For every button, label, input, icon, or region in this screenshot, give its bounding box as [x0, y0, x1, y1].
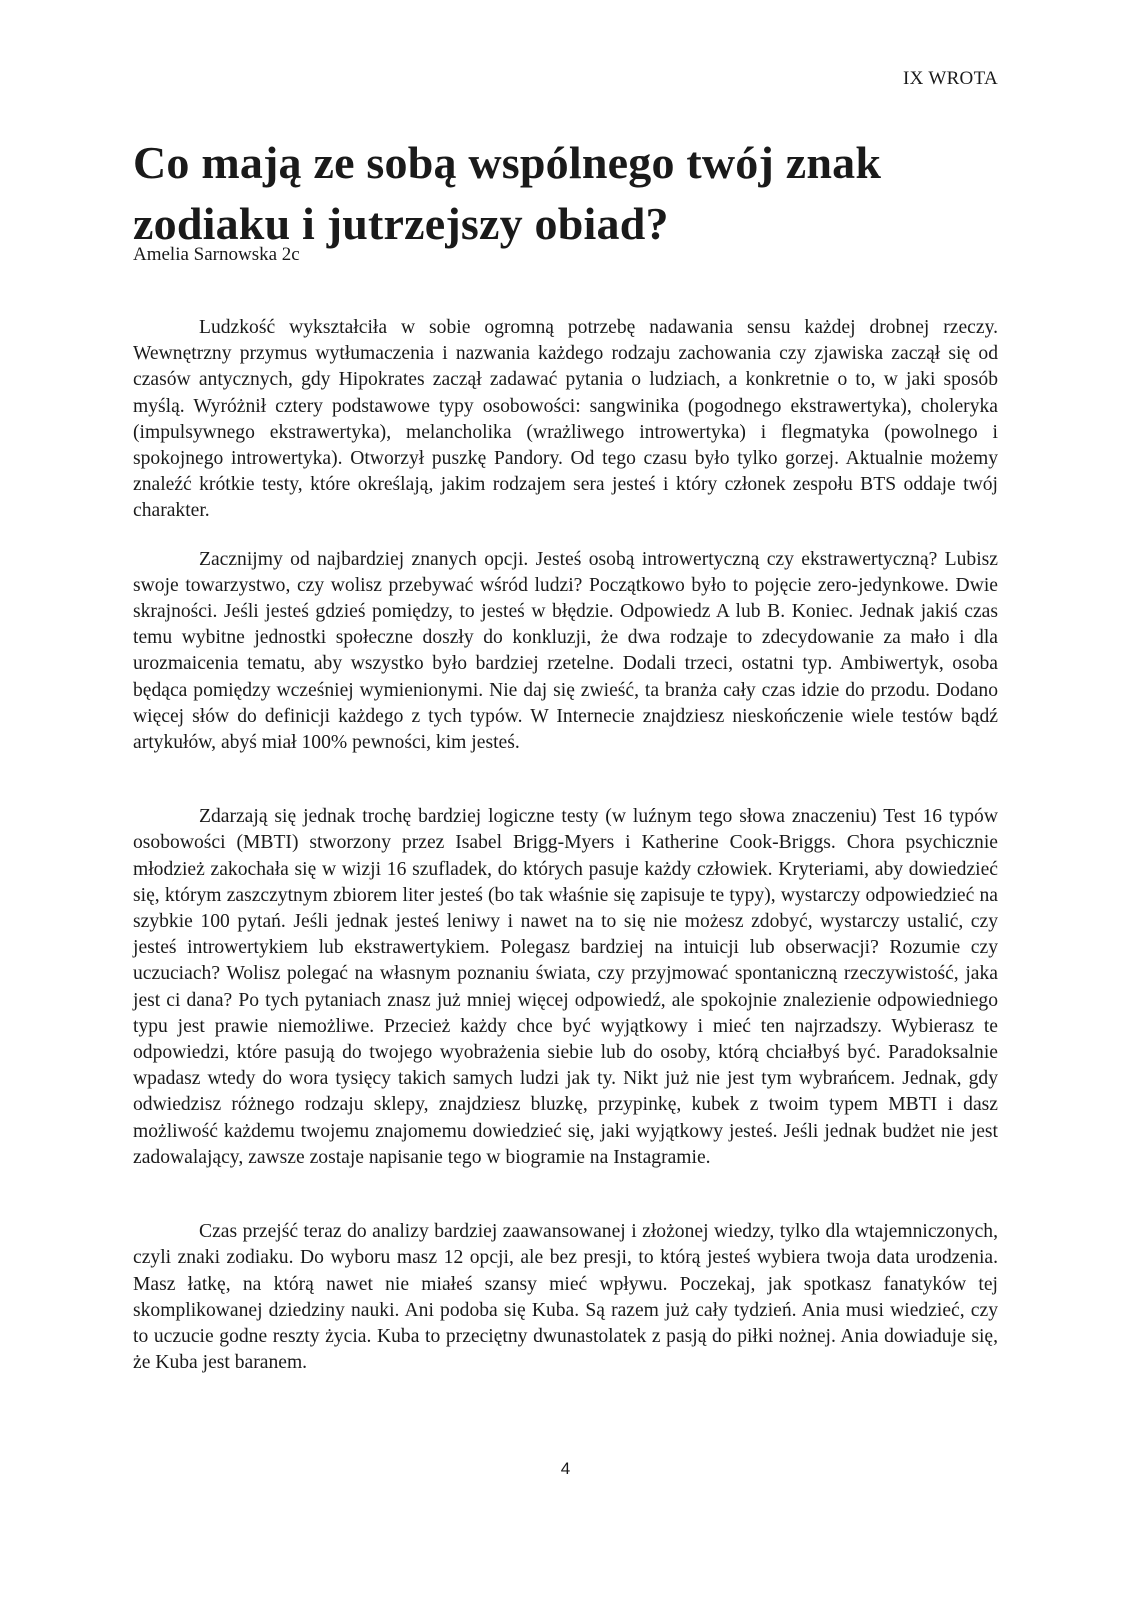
article-title: Co mają ze sobą wspólnego twój znak zodiaku i jutrzejszy obiad?: [133, 137, 882, 249]
running-header: IX WROTA: [903, 68, 998, 89]
paragraph: Zdarzają się jednak trochę bardziej logiczne testy (w luźnym tego słowa znaczeniu) Test 16 typów osobowości (MBTI) stworzony przez Isabel Brigg-Myers i Katherine Cook-Briggs. Chora psychicznie młodzież zakochała się w wizji 16 szufladek, do których pasuje każdy człowiek. Kryteriami, aby dowiedzieć się, którym zaszczytnym zbiorem liter jesteś (bo tak właśnie się zapisuje te typy), wystarczy odpowiedzieć na szybkie 100 pytań. Jeśli jednak jesteś leniwy i nawet na to się nie możesz zdobyć, wystarczy ustalić, czy jesteś introwertykiem lub ekstrawertykiem. Polegasz bardziej na intuicji lub obserwacji? Rozumie czy uczuciach? Wolisz polegać na własnym poznaniu świata, czy przyjmować spontaniczną rzeczywistość, jaka jest ci dana? Po tych pytaniach znasz już mniej więcej odpowiedź, ale spokojnie znalezienie odpowiedniego typu jest prawie niemożliwe. Przecież każdy chce być wyjątkowy i mieć ten najrzadszy. Wybierasz te odpowiedzi, które pasują do twojego wyobrażenia siebie lub do osoby, którą chciałbyś być. Paradoksalnie wpadasz wtedy do wora tysięcy takich samych ludzi jak ty. Nikt już nie jest tym wybrańcem. Jednak, gdy odwiedzisz różnego rodzaju sklepy, znajdziesz bluzkę, przypinkę, kubek z twoim typem MBTI i dasz możliwość każdemu twojemu znajomemu dowiedzieć się, jaki wyjątkowy jesteś. Jeśli jednak budżet nie jest zadowalający, zawsze zostaje napisanie tego w biogramie na Instagramie.: [133, 806, 998, 1168]
article-body: [133, 315, 998, 1376]
paragraph: Ludzkość wykształciła w sobie ogromną potrzebę nadawania sensu każdej drobnej rzeczy. Wewnętrzny przymus wytłumaczenia i nazwania każdego rodzaju zachowania czy zjawiska zaczął się od czasów antycznych, gdy Hipokrates zaczął zadawać pytania o ludziach, a konkretnie o to, w jaki sposób myślą. Wyróżnił cztery podstawowe typy osobowości: sangwinika (pogodnego ekstrawertyka), choleryka (impulsywnego ekstrawertyka), melancholika (wrażliwego introwertyka) i flegmatyka (powolnego i spokojnego introwertyka). Otworzył puszkę Pandory. Od tego czasu było tylko gorzej. Aktualnie możemy znaleźć krótkie testy, które określają, jakim rodzajem sera jesteś i który członek zespołu BTS oddaje twój charakter.: [133, 317, 998, 522]
paragraph: Czas przejść teraz do analizy bardziej zaawansowanej i złożonej wiedzy, tylko dla wtajemniczonych, czyli znaki zodiaku. Do wyboru masz 12 opcji, ale bez presji, to którą jesteś wybiera twoja data urodzenia. Masz łatkę, na którą nawet nie miałeś szansy mieć wpływu. Poczekaj, jak spotkasz fanatyków tej skomplikowanej dziedziny nauki. Ani podoba się Kuba. Są razem już cały tydzień. Ania musi wiedzieć, czy to uczucie godne reszty życia. Kuba to przeciętny dwunastolatek z pasją do piłki nożnej. Ania dowiaduje się, że Kuba jest baranem.: [133, 1221, 998, 1374]
paragraph: Zacznijmy od najbardziej znanych opcji. Jesteś osobą introwertyczną czy ekstrawertyczną? Lubisz swoje towarzystwo, czy wolisz przebywać wśród ludzi? Początkowo było to pojęcie zero-jedynkowe. Dwie skrajności. Jeśli jesteś gdzieś pomiędzy, to jesteś w błędzie. Odpowiedz A lub B. Koniec. Jednak jakiś czas temu wybitne jednostki społeczne doszły do konkluzji, że dwa rodzaje to zdecydowanie za mało i dla urozmaicenia tematu, aby wszystko było bardziej rzetelne. Dodali trzeci, ostatni typ. Ambiwertyk, osoba będąca pomiędzy wcześniej wymienionymi. Nie daj się zwieść, ta branża cały czas idzie do przodu. Dodano więcej słów do definicji każdego z tych typów. W Internecie znajdziesz nieskończenie wiele testów bądź artykułów, abyś miał 100% pewności, kim jesteś.: [133, 548, 998, 754]
article-author: Amelia Sarnowska 2c: [133, 244, 300, 265]
page-number: 4: [560, 1459, 571, 1478]
